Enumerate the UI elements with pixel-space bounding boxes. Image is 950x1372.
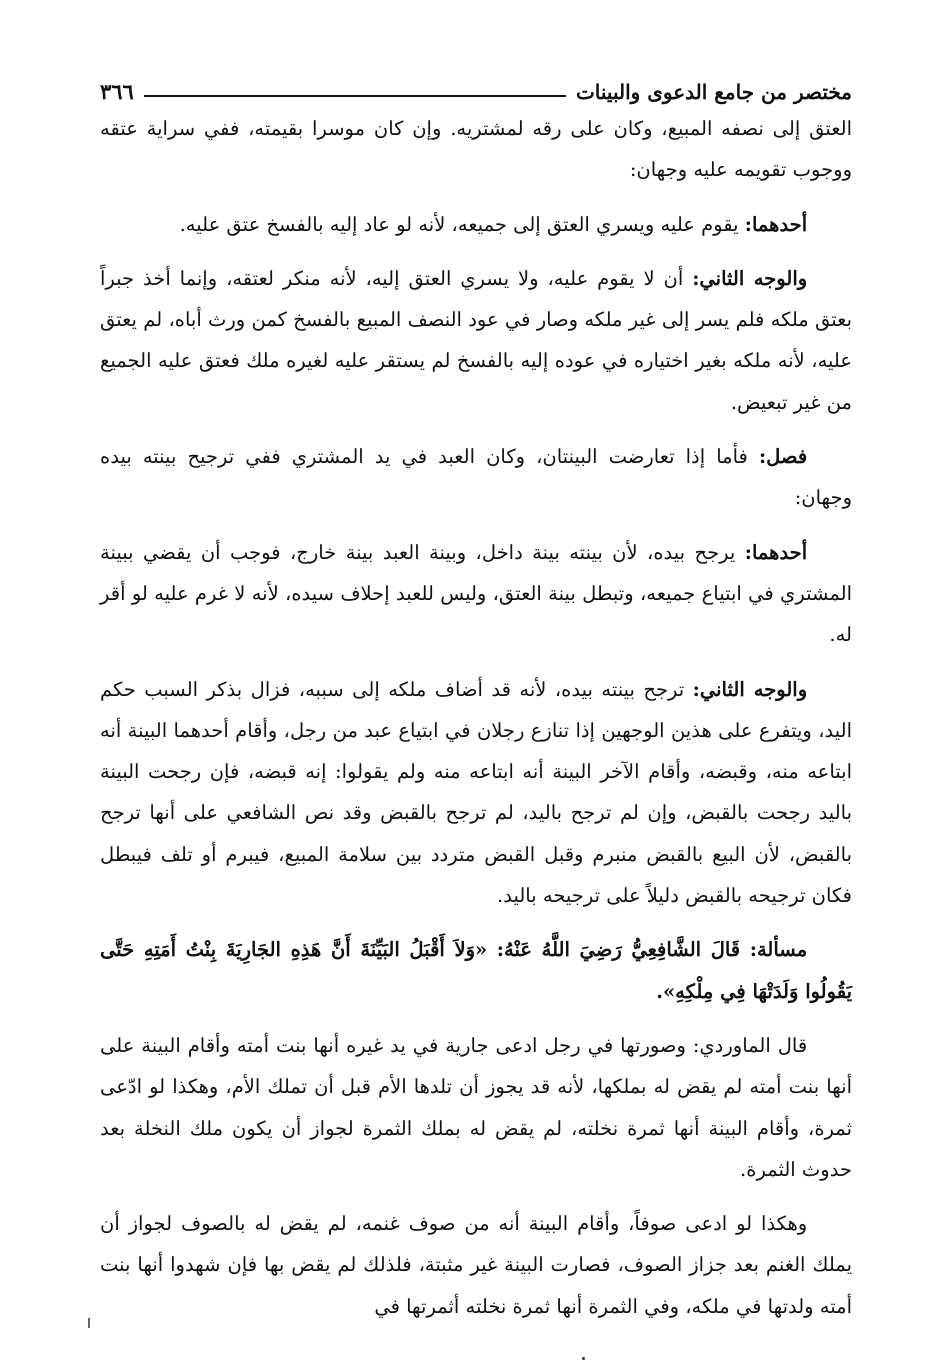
paragraph-text: يرجح بيده، لأن بينته بينة داخل، وبينة العبد بينة خارج، فوجب أن يقضي ببينة المشتري في ابتياع جميعه، وتبطل بينة العتق، وليس للعبد إحلاف سيده، لأنه لا غرم عليه لو أقر له.: [100, 540, 852, 647]
paragraph-lead: والوجه الثاني:: [692, 266, 808, 290]
paragraph: [100, 204, 852, 245]
paragraph: [100, 1203, 852, 1327]
section-heading-masala: مسألة:: [749, 938, 808, 962]
paragraph-text: فأما إذا تعارضت البينتان، وكان العبد في يد المشتري ففي ترجيح بينته بيده وجهان:: [100, 445, 852, 510]
paragraph: [100, 532, 852, 656]
paragraph-lead: أحدهما:: [744, 540, 808, 564]
paragraph-text: يقوم عليه ويسري العتق إلى جميعه، لأنه لو عاد إليه بالفسخ عتق عليه.: [179, 212, 745, 236]
shafii-quote: قَالَ الشَّافِعِيُّ رَضِيَ اللَّهُ عَنْهُ: «وَلاَ أَقْبَلُ البَيِّنَةَ أَنَّ هَذِهِ الجَارِيَةَ بِنْتُ أَمَتِهِ حَتَّى يَقُولُوا وَلَدَتْهَا فِي مِلْكِهِ».: [100, 938, 852, 1003]
paragraph-text: قال الماوردي: وصورتها في رجل ادعى جارية في يد غيره أنها بنت أمته وأقام البينة على أنها بنت أمته لم يقض له بملكها، لأنه قد يجوز أن تلدها الأم قبل أن تملك الأم، وهكذا لو ادّعى ثمرة، وأقام البينة أنها ثمرة نخلته، لم يقض له بملك الثمرة لجواز أن يكون ملك النخلة بعد حدوث الثمرة.: [100, 1033, 852, 1181]
running-header: [100, 72, 852, 104]
paragraph: [100, 929, 852, 1012]
paragraph-text: العتق إلى نصفه المبيع، وكان على رقه لمشتريه. وإن كان موسرا بقيمته، ففي سراية عتقه ووجوب تقويمه عليه وجهان:: [100, 117, 852, 182]
book-title: مختصر من جامع الدعوى والبينات: [575, 80, 852, 104]
margin-mark: [88, 1318, 90, 1328]
page-number: ٣٦٦: [100, 79, 134, 104]
paragraph: [100, 436, 852, 519]
page-body: [100, 108, 852, 1327]
paragraph-lead: أحدهما:: [744, 212, 808, 236]
paragraph: [100, 669, 852, 917]
margin-dot: [582, 1357, 585, 1360]
section-heading-fasl: فصل:: [758, 445, 808, 469]
paragraph-text: ترجح بينته بيده، لأنه قد أضاف ملكه إلى سببه، فزال بذكر السبب حكم اليد، ويتفرع على هذين الوجهين إذا تنازع رجلان في ابتياع عبد من رجل، وأقام أحدهما البينة أنه ابتاعه منه، وقبضه، وأقام الآخر البينة أنه ابتاعه منه ولم يقولوا: إنه قبضه، فإن رجحت البينة باليد رجحت بالقبض، وإن لم ترجح باليد، لم ترجح بالقبض وقد نص الشافعي على أنها ترجح بالقبض، لأن البيع بالقبض منبرم وقبل القبض متردد بين سلامة المبيع، فيبرم أو تلف فيبطل فكان ترجيحه بالقبض دليلاً على ترجيحه باليد.: [100, 677, 852, 908]
paragraph-lead: والوجه الثاني:: [692, 677, 808, 701]
paragraph-text: وهكذا لو ادعى صوفاً، وأقام البينة أنه من صوف غنمه، لم يقض له بالصوف لجواز أن يملك الغنم بعد جزاز الصوف، فصارت البينة غير مثبتة، فلذلك لم يقض بها فإن شهدوا أنها بنت أمته ولدتها في ملكه، وفي الثمرة أنها ثمرة نخلته أثمرتها في: [100, 1212, 852, 1318]
paragraph-text: أن لا يقوم عليه، ولا يسري العتق إليه، لأنه منكر لعتقه، وإنما أخذ جبراً بعتق ملكه فلم يسر إلى غير ملكه وصار في عود النصف المبيع بالفسخ كمن ورث أباه، لم يعتق عليه، لأنه ملكه بغير اختياره في عوده إليه بالفسخ لم يستقر عليه لغيره ملك فعتق عليه الجميع من غير تبعيض.: [100, 266, 852, 414]
paragraph: [100, 258, 852, 423]
paragraph: [100, 1025, 852, 1190]
paragraph: [100, 108, 852, 191]
header-rule: [144, 95, 566, 97]
